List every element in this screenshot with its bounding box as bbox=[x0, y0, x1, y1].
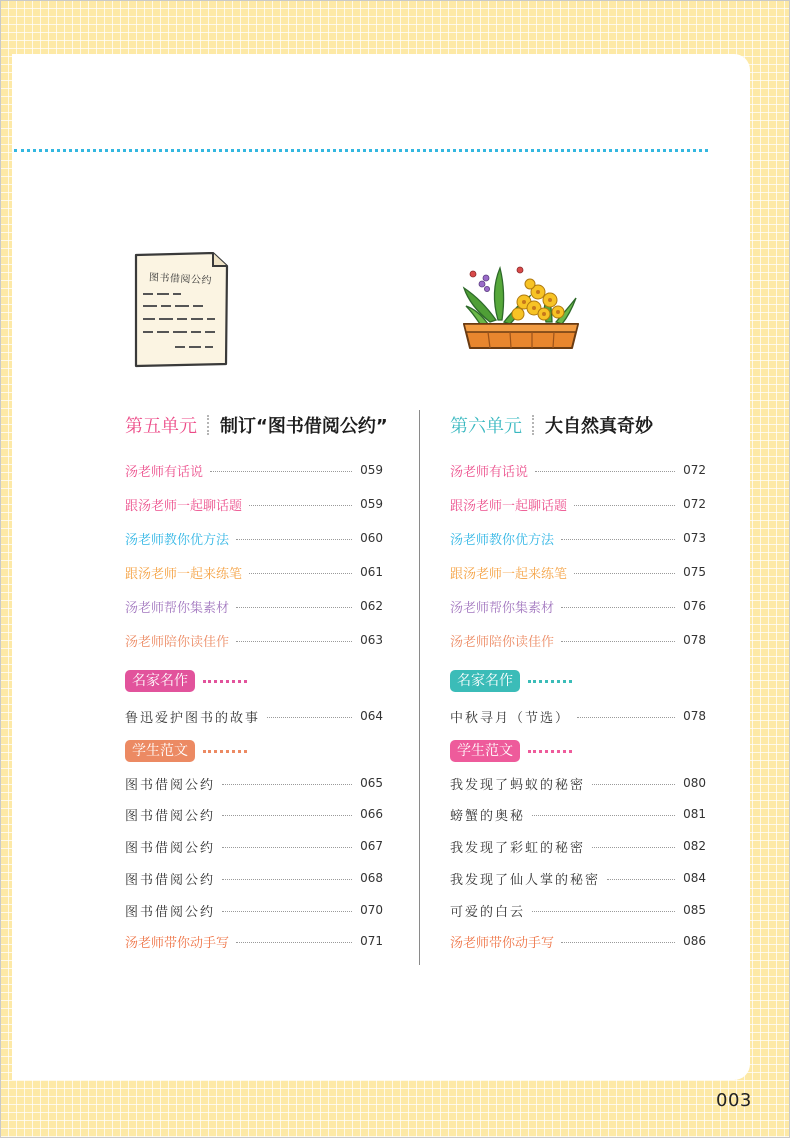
toc-item-title: 图书借阅公约 bbox=[125, 872, 216, 888]
toc-item-title: 我发现了彩虹的秘密 bbox=[450, 840, 586, 856]
toc-item[interactable] bbox=[125, 900, 383, 920]
dot-leader bbox=[249, 505, 352, 506]
toc-item[interactable] bbox=[125, 804, 383, 824]
famous-works-badge: 名家名作 bbox=[450, 670, 520, 692]
toc-item[interactable] bbox=[450, 494, 706, 514]
toc-item[interactable] bbox=[450, 900, 706, 920]
toc-item-page: 081 bbox=[683, 807, 706, 821]
toc-item-title: 汤老师陪你读佳作 bbox=[125, 634, 230, 650]
toc-item[interactable] bbox=[125, 931, 383, 951]
unit-separator bbox=[532, 415, 534, 435]
toc-item-title: 汤老师教你优方法 bbox=[125, 532, 230, 548]
dot-leader bbox=[236, 942, 352, 943]
toc-item-page: 070 bbox=[360, 903, 383, 917]
toc-item[interactable] bbox=[125, 460, 383, 480]
unit-five-header bbox=[125, 412, 388, 438]
toc-item-title: 可爱的白云 bbox=[450, 904, 526, 920]
toc-item-title: 跟汤老师一起聊话题 bbox=[450, 498, 568, 514]
toc-item-page: 059 bbox=[360, 497, 383, 511]
toc-item-title: 图书借阅公约 bbox=[125, 777, 216, 793]
toc-item-title: 汤老师带你动手写 bbox=[450, 935, 555, 951]
toc-item-title: 我发现了蚂蚁的秘密 bbox=[450, 777, 586, 793]
toc-item[interactable] bbox=[450, 804, 706, 824]
toc-item-title: 汤老师有话说 bbox=[125, 464, 204, 480]
toc-item-page: 062 bbox=[360, 599, 383, 613]
toc-item-title: 汤老师帮你集素材 bbox=[450, 600, 555, 616]
column-divider bbox=[419, 410, 420, 965]
famous-works-heading bbox=[450, 670, 572, 692]
dot-leader bbox=[577, 717, 675, 718]
toc-item-page: 072 bbox=[683, 463, 706, 477]
dot-leader bbox=[574, 505, 675, 506]
toc-item-page: 071 bbox=[360, 934, 383, 948]
dot-leader bbox=[561, 641, 675, 642]
dot-leader bbox=[222, 847, 352, 848]
toc-item[interactable] bbox=[450, 931, 706, 951]
unit-six-header bbox=[450, 412, 653, 438]
toc-item-page: 076 bbox=[683, 599, 706, 613]
dot-leader bbox=[267, 717, 352, 718]
toc-item-title: 跟汤老师一起来练笔 bbox=[125, 566, 243, 582]
famous-works-heading bbox=[125, 670, 247, 692]
unit-six-title: 大自然真奇妙 bbox=[545, 416, 653, 437]
toc-item-page: 061 bbox=[360, 565, 383, 579]
toc-item-page: 068 bbox=[360, 871, 383, 885]
dot-leader bbox=[561, 607, 675, 608]
dot-leader bbox=[592, 847, 675, 848]
toc-item[interactable] bbox=[125, 562, 383, 582]
student-works-badge: 学生范文 bbox=[450, 740, 520, 762]
badge-dots bbox=[528, 680, 572, 683]
toc-item-title: 鲁迅爱护图书的故事 bbox=[125, 710, 261, 726]
toc-item-title: 汤老师有话说 bbox=[450, 464, 529, 480]
dot-leader bbox=[236, 641, 352, 642]
toc-item-title: 汤老师带你动手写 bbox=[125, 935, 230, 951]
toc-item-title: 图书借阅公约 bbox=[125, 904, 216, 920]
toc-item-title: 图书借阅公约 bbox=[125, 808, 216, 824]
flower-planter-icon bbox=[460, 262, 582, 358]
toc-item-title: 汤老师帮你集素材 bbox=[125, 600, 230, 616]
toc-item[interactable] bbox=[125, 773, 383, 793]
toc-item-title: 中秋寻月（节选） bbox=[450, 710, 571, 726]
toc-item-title: 汤老师教你优方法 bbox=[450, 532, 555, 548]
toc-item[interactable] bbox=[450, 836, 706, 856]
unit-separator bbox=[207, 415, 209, 435]
toc-item[interactable] bbox=[125, 528, 383, 548]
toc-item-page: 060 bbox=[360, 531, 383, 545]
toc-item[interactable] bbox=[450, 562, 706, 582]
dot-leader bbox=[607, 879, 675, 880]
toc-item-title: 螃蟹的奥秘 bbox=[450, 808, 526, 824]
unit-six-label: 第六单元 bbox=[450, 416, 522, 437]
toc-item-page: 072 bbox=[683, 497, 706, 511]
toc-item-page: 078 bbox=[683, 709, 706, 723]
dot-leader bbox=[222, 911, 352, 912]
toc-item-title: 汤老师陪你读佳作 bbox=[450, 634, 555, 650]
toc-item-page: 078 bbox=[683, 633, 706, 647]
dot-leader bbox=[210, 471, 352, 472]
dot-leader bbox=[592, 784, 675, 785]
dot-leader bbox=[222, 815, 352, 816]
toc-item-title: 跟汤老师一起来练笔 bbox=[450, 566, 568, 582]
toc-item-page: 066 bbox=[360, 807, 383, 821]
toc-item[interactable] bbox=[450, 868, 706, 888]
dot-leader bbox=[532, 911, 675, 912]
toc-item-page: 085 bbox=[683, 903, 706, 917]
unit-five-title: 制订“图书借阅公约” bbox=[220, 416, 388, 437]
toc-item-title: 我发现了仙人掌的秘密 bbox=[450, 872, 601, 888]
dot-leader bbox=[236, 607, 352, 608]
dot-leader bbox=[561, 539, 675, 540]
toc-item[interactable] bbox=[450, 706, 706, 726]
toc-item-page: 064 bbox=[360, 709, 383, 723]
toc-item[interactable] bbox=[125, 596, 383, 616]
toc-item-page: 086 bbox=[683, 934, 706, 948]
badge-dots bbox=[203, 750, 247, 753]
toc-item-page: 075 bbox=[683, 565, 706, 579]
toc-item[interactable] bbox=[125, 630, 383, 650]
dot-leader bbox=[236, 539, 352, 540]
dot-leader bbox=[222, 879, 352, 880]
dot-leader bbox=[249, 573, 352, 574]
toc-item[interactable] bbox=[125, 706, 383, 726]
top-dotted-rule bbox=[14, 149, 708, 152]
famous-works-badge: 名家名作 bbox=[125, 670, 195, 692]
toc-item-page: 073 bbox=[683, 531, 706, 545]
unit-five-label: 第五单元 bbox=[125, 416, 197, 437]
toc-item[interactable] bbox=[450, 596, 706, 616]
toc-item-page: 065 bbox=[360, 776, 383, 790]
toc-item-title: 跟汤老师一起聊话题 bbox=[125, 498, 243, 514]
paper-note-icon bbox=[133, 252, 229, 372]
dot-leader bbox=[532, 815, 675, 816]
paper-note-title: 图书借阅公约 bbox=[148, 272, 213, 287]
toc-item[interactable] bbox=[450, 630, 706, 650]
toc-item-page: 059 bbox=[360, 463, 383, 477]
dot-leader bbox=[535, 471, 675, 472]
dot-leader bbox=[574, 573, 675, 574]
toc-item[interactable] bbox=[450, 528, 706, 548]
toc-item[interactable] bbox=[125, 836, 383, 856]
page-number: 003 bbox=[716, 1090, 752, 1111]
student-works-heading bbox=[125, 740, 247, 762]
toc-item[interactable] bbox=[125, 868, 383, 888]
badge-dots bbox=[203, 680, 247, 683]
toc-item[interactable] bbox=[450, 460, 706, 480]
student-works-badge: 学生范文 bbox=[125, 740, 195, 762]
toc-item-page: 067 bbox=[360, 839, 383, 853]
toc-item-page: 084 bbox=[683, 871, 706, 885]
student-works-heading bbox=[450, 740, 572, 762]
toc-item-page: 080 bbox=[683, 776, 706, 790]
dot-leader bbox=[222, 784, 352, 785]
toc-item-page: 082 bbox=[683, 839, 706, 853]
badge-dots bbox=[528, 750, 572, 753]
dot-leader bbox=[561, 942, 675, 943]
toc-item-title: 图书借阅公约 bbox=[125, 840, 216, 856]
toc-item[interactable] bbox=[125, 494, 383, 514]
toc-item-page: 063 bbox=[360, 633, 383, 647]
toc-item[interactable] bbox=[450, 773, 706, 793]
